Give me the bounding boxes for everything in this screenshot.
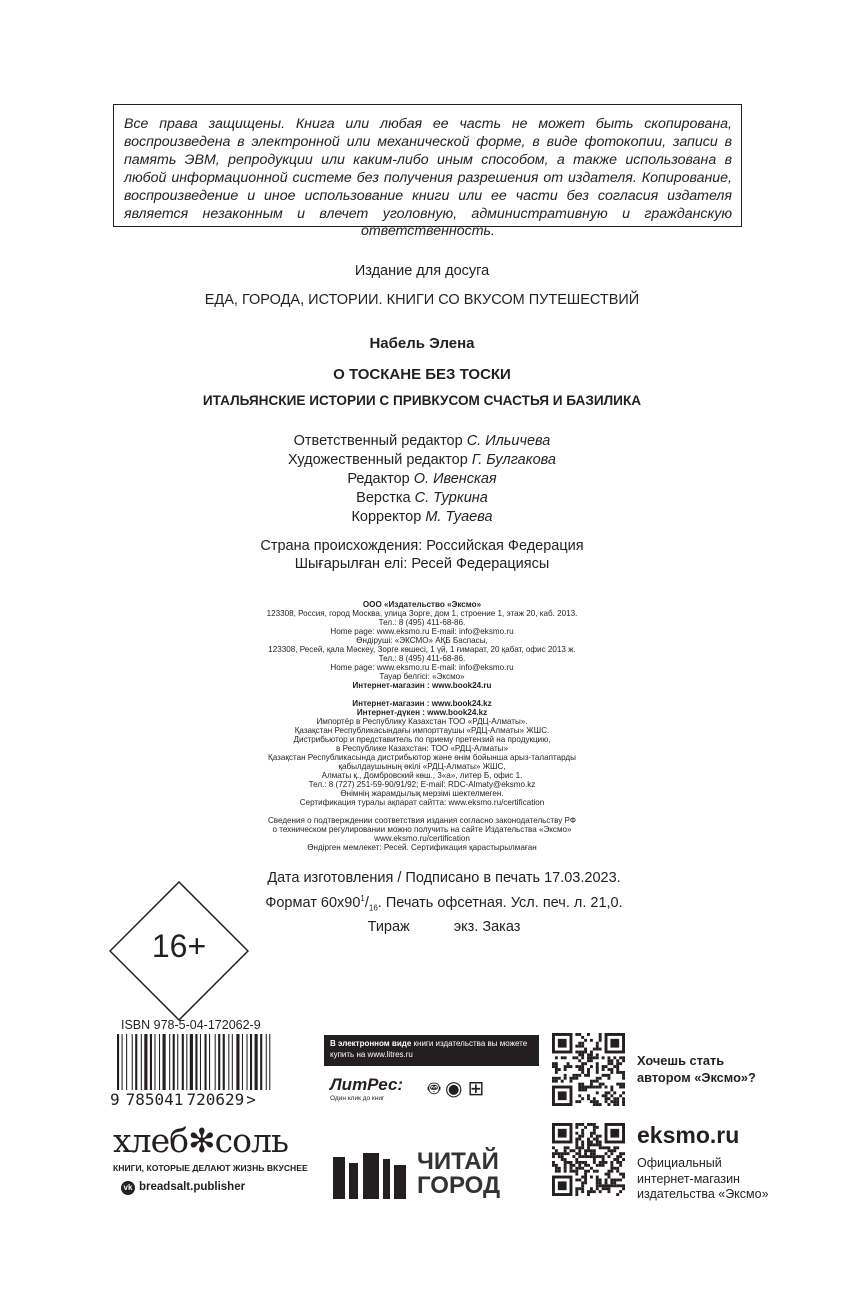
windows-phone-icon: ◉ xyxy=(445,1078,468,1100)
barcode-bar xyxy=(232,1034,233,1090)
book-title: О ТОСКАНЕ БЕЗ ТОСКИ xyxy=(333,366,511,383)
cert-line: Өндірген мемлекет: Ресей. Сертификация қарастырылмаған xyxy=(307,843,537,852)
publisher-info-kz xyxy=(0,699,844,807)
brand-tagline: КНИГИ, КОТОРЫЕ ДЕЛАЮТ ЖИЗНЬ ВКУСНЕЕ xyxy=(113,1163,308,1173)
barcode-bar xyxy=(154,1034,155,1090)
shop-description: Официальный интернет-магазин издательства «Эксмо» xyxy=(637,1156,769,1201)
barcode-bar xyxy=(190,1034,193,1090)
barcode-bar xyxy=(159,1034,160,1090)
credit-line: Верстка С. Туркина xyxy=(356,490,488,506)
author-qr-code[interactable] xyxy=(552,1033,625,1106)
kz-line: Интернет-дүкен : www.book24.kz xyxy=(356,708,488,717)
publisher-line: Home page: www.eksmo.ru E-mail: info@eksmo.ru xyxy=(330,627,514,636)
credit-line: Корректор М. Туаева xyxy=(351,509,493,525)
barcode-bar xyxy=(209,1034,210,1090)
series-title: ЕДА, ГОРОДА, ИСТОРИИ. КНИГИ СО ВКУСОМ ПУТЕШЕСТВИЙ xyxy=(204,292,640,308)
barcode-bar xyxy=(250,1034,252,1090)
barcode-bar xyxy=(169,1034,170,1090)
barcode-bar xyxy=(195,1034,197,1090)
barcode-bar xyxy=(218,1034,220,1090)
certification-info xyxy=(0,816,844,852)
kz-line: Дистрибьютор и представитель по приему претензий на продукцию, xyxy=(293,735,551,744)
barcode-bar xyxy=(177,1034,178,1090)
publisher-line: Тауар белгісі: «Эксмо» xyxy=(379,672,465,681)
barcode-bar xyxy=(215,1034,216,1090)
chitai-gorod-logo xyxy=(333,1153,413,1199)
print-details xyxy=(254,869,634,937)
cert-line: Сведения о подтверждении соответствия издания согласно законодательству РФ xyxy=(267,816,577,825)
publisher-name: ООО «Издательство «Эксмо» xyxy=(362,600,482,609)
publisher-line: Өндіруші: «ЭКСМО» АҚБ Баспасы, xyxy=(356,636,488,645)
kz-line: Импортёр в Республику Казахстан ТОО «РДЦ-Алматы». xyxy=(316,717,528,726)
litres-tagline: Один клик до книг xyxy=(330,1095,385,1102)
credit-line: Художественный редактор Г. Булгакова xyxy=(288,452,556,468)
litres-logo: ЛитРес: xyxy=(330,1075,404,1094)
barcode-bar xyxy=(228,1034,229,1090)
publisher-line: Интернет-магазин : www.book24.ru xyxy=(352,681,492,690)
print-date: Дата изготовления / Подписано в печать 17.03.2023. xyxy=(267,870,621,886)
platform-icons xyxy=(428,1075,489,1103)
barcode-bar xyxy=(200,1034,201,1090)
barcode-bar xyxy=(186,1034,187,1090)
credits xyxy=(0,432,844,527)
kz-line: Қазақстан Республикасында дистрибьютор және өнім бойынша арыз-талаптарды xyxy=(268,753,576,762)
kz-line: в Республике Казахстан: ТОО «РДЦ-Алматы» xyxy=(336,744,508,753)
barcode-bar xyxy=(236,1034,239,1090)
brand-logo: хлеб✻соль xyxy=(113,1121,288,1160)
kz-line: Интернет-магазин : www.book24.kz xyxy=(352,699,492,708)
barcode-bar xyxy=(255,1034,258,1090)
asterisk-icon: ✻ xyxy=(187,1121,215,1160)
barcode-bar xyxy=(173,1034,175,1090)
publisher-line: Тел.: 8 (495) 411-68-86. xyxy=(378,618,466,627)
book-subtitle: ИТАЛЬЯНСКИЕ ИСТОРИИ С ПРИВКУСОМ СЧАСТЬЯ И БАЗИЛИКА xyxy=(202,393,642,408)
copyright-notice: Все права защищены. Книга или любая ее часть не может быть скопирована, воспроизведена в электронной или механической форме, в виде фотокопии, записи в память ЭВМ, репродукции или каким-либо иным способом, а также использована в любой информационной системе без получения разрешения от издателя. Копирование, воспроизведение и иное использование книги или ее части без согласия издателя является незаконным и влечет уголовную, административную и гражданскую ответственность. xyxy=(113,104,742,227)
barcode-bar xyxy=(205,1034,207,1090)
vk-icon: vk xyxy=(121,1181,135,1195)
barcode-bar xyxy=(266,1034,267,1090)
android-icon: 🤖︎ xyxy=(428,1078,445,1100)
origin-ru: Страна происхождения: Российская Федерация xyxy=(260,538,584,554)
edition-type: Издание для досуга xyxy=(354,263,490,279)
barcode-bar xyxy=(182,1034,184,1090)
barcode-bar xyxy=(260,1034,262,1090)
barcode-bar xyxy=(126,1034,127,1090)
kz-line: Алматы қ., Домбровский көш., 3«а», литер Б, офис 1. xyxy=(321,771,523,780)
isbn: ISBN 978-5-04-172062-9 xyxy=(121,1018,261,1032)
author-promo: Хочешь стать автором «Эксмо»? xyxy=(637,1053,756,1085)
print-format: Формат $60х90^1/_{16}$. Печать офсетная. Усл. печ. л. 21,0. xyxy=(265,893,623,913)
barcode-bar xyxy=(122,1034,123,1090)
kz-line: қабылдаушының өкілі «РДЦ-Алматы» ЖШС, xyxy=(338,762,506,771)
kz-line: Өнімнің жарамдылық мерзімі шектелмеген. xyxy=(340,789,504,798)
barcode-bar xyxy=(144,1034,147,1090)
chitai-gorod-text: ЧИТАЙ ГОРОД xyxy=(417,1148,501,1199)
vk-handle: breadsalt.publisher xyxy=(139,1181,246,1193)
windows-icon: ⊞ xyxy=(467,1078,490,1100)
barcode-bar xyxy=(135,1034,137,1090)
barcode-bar xyxy=(223,1034,225,1090)
publisher-line: 123308, Ресей, қала Мәскеу, Зорге көшесі, 1 үй, 1 ғимарат, 20 қабат, офис 2013 ж. xyxy=(268,645,576,654)
barcode-bar xyxy=(117,1034,119,1090)
litres-block xyxy=(324,1035,539,1106)
publisher-line: Тел.: 8 (495) 411-68-86. xyxy=(378,654,466,663)
eksmo-site[interactable]: eksmo.ru xyxy=(637,1122,740,1148)
barcode-bar xyxy=(163,1034,166,1090)
barcode-bar xyxy=(247,1034,248,1090)
barcode-bar xyxy=(141,1034,142,1090)
publisher-line: 123308, Россия, город Москва, улица Зорге, дом 1, строение 1, этаж 20, каб. 2013. xyxy=(266,609,578,618)
barcode-bar xyxy=(269,1034,270,1090)
age-rating: 16+ xyxy=(151,928,207,964)
circulation: Тираж экз. Заказ xyxy=(367,918,521,935)
credit-line: Редактор О. Ивенская xyxy=(347,471,497,487)
barcode-bar xyxy=(242,1034,243,1090)
publisher-info xyxy=(0,600,844,690)
origin-kz: Шығарылған елі: Ресей Федерациясы xyxy=(294,556,550,572)
shop-qr-code[interactable] xyxy=(552,1123,625,1196)
kz-line: Тел.: 8 (727) 251-59-90/91/92; E-mail: RDC-Almaty@eksmo.kz xyxy=(308,780,536,789)
barcode-digits: 9 785041 720629 > xyxy=(110,1090,256,1109)
barcode-bar xyxy=(132,1034,133,1090)
barcode-bar xyxy=(150,1034,152,1090)
kz-line: Қазақстан Республикасындағы импорттаушы «РДЦ-Алматы» ЖШС. xyxy=(294,726,550,735)
publisher-line: Home page: www.eksmo.ru E-mail: info@eksmo.ru xyxy=(330,663,514,672)
litres-banner: В электронном виде книги издательства вы можете купить на www.litres.ru xyxy=(324,1035,539,1066)
kz-line: Сертификация туралы ақпарат сайтта: www.eksmo.ru/certification xyxy=(299,798,545,807)
barcode xyxy=(117,1034,282,1094)
credit-line: Ответственный редактор С. Ильичева xyxy=(293,433,551,449)
cert-line: www.eksmo.ru/certification xyxy=(374,834,470,843)
cert-line: о техническом регулировании можно получить на сайте Издательства «Эксмо» xyxy=(272,825,572,834)
author-name: Набель Элена xyxy=(369,335,475,352)
